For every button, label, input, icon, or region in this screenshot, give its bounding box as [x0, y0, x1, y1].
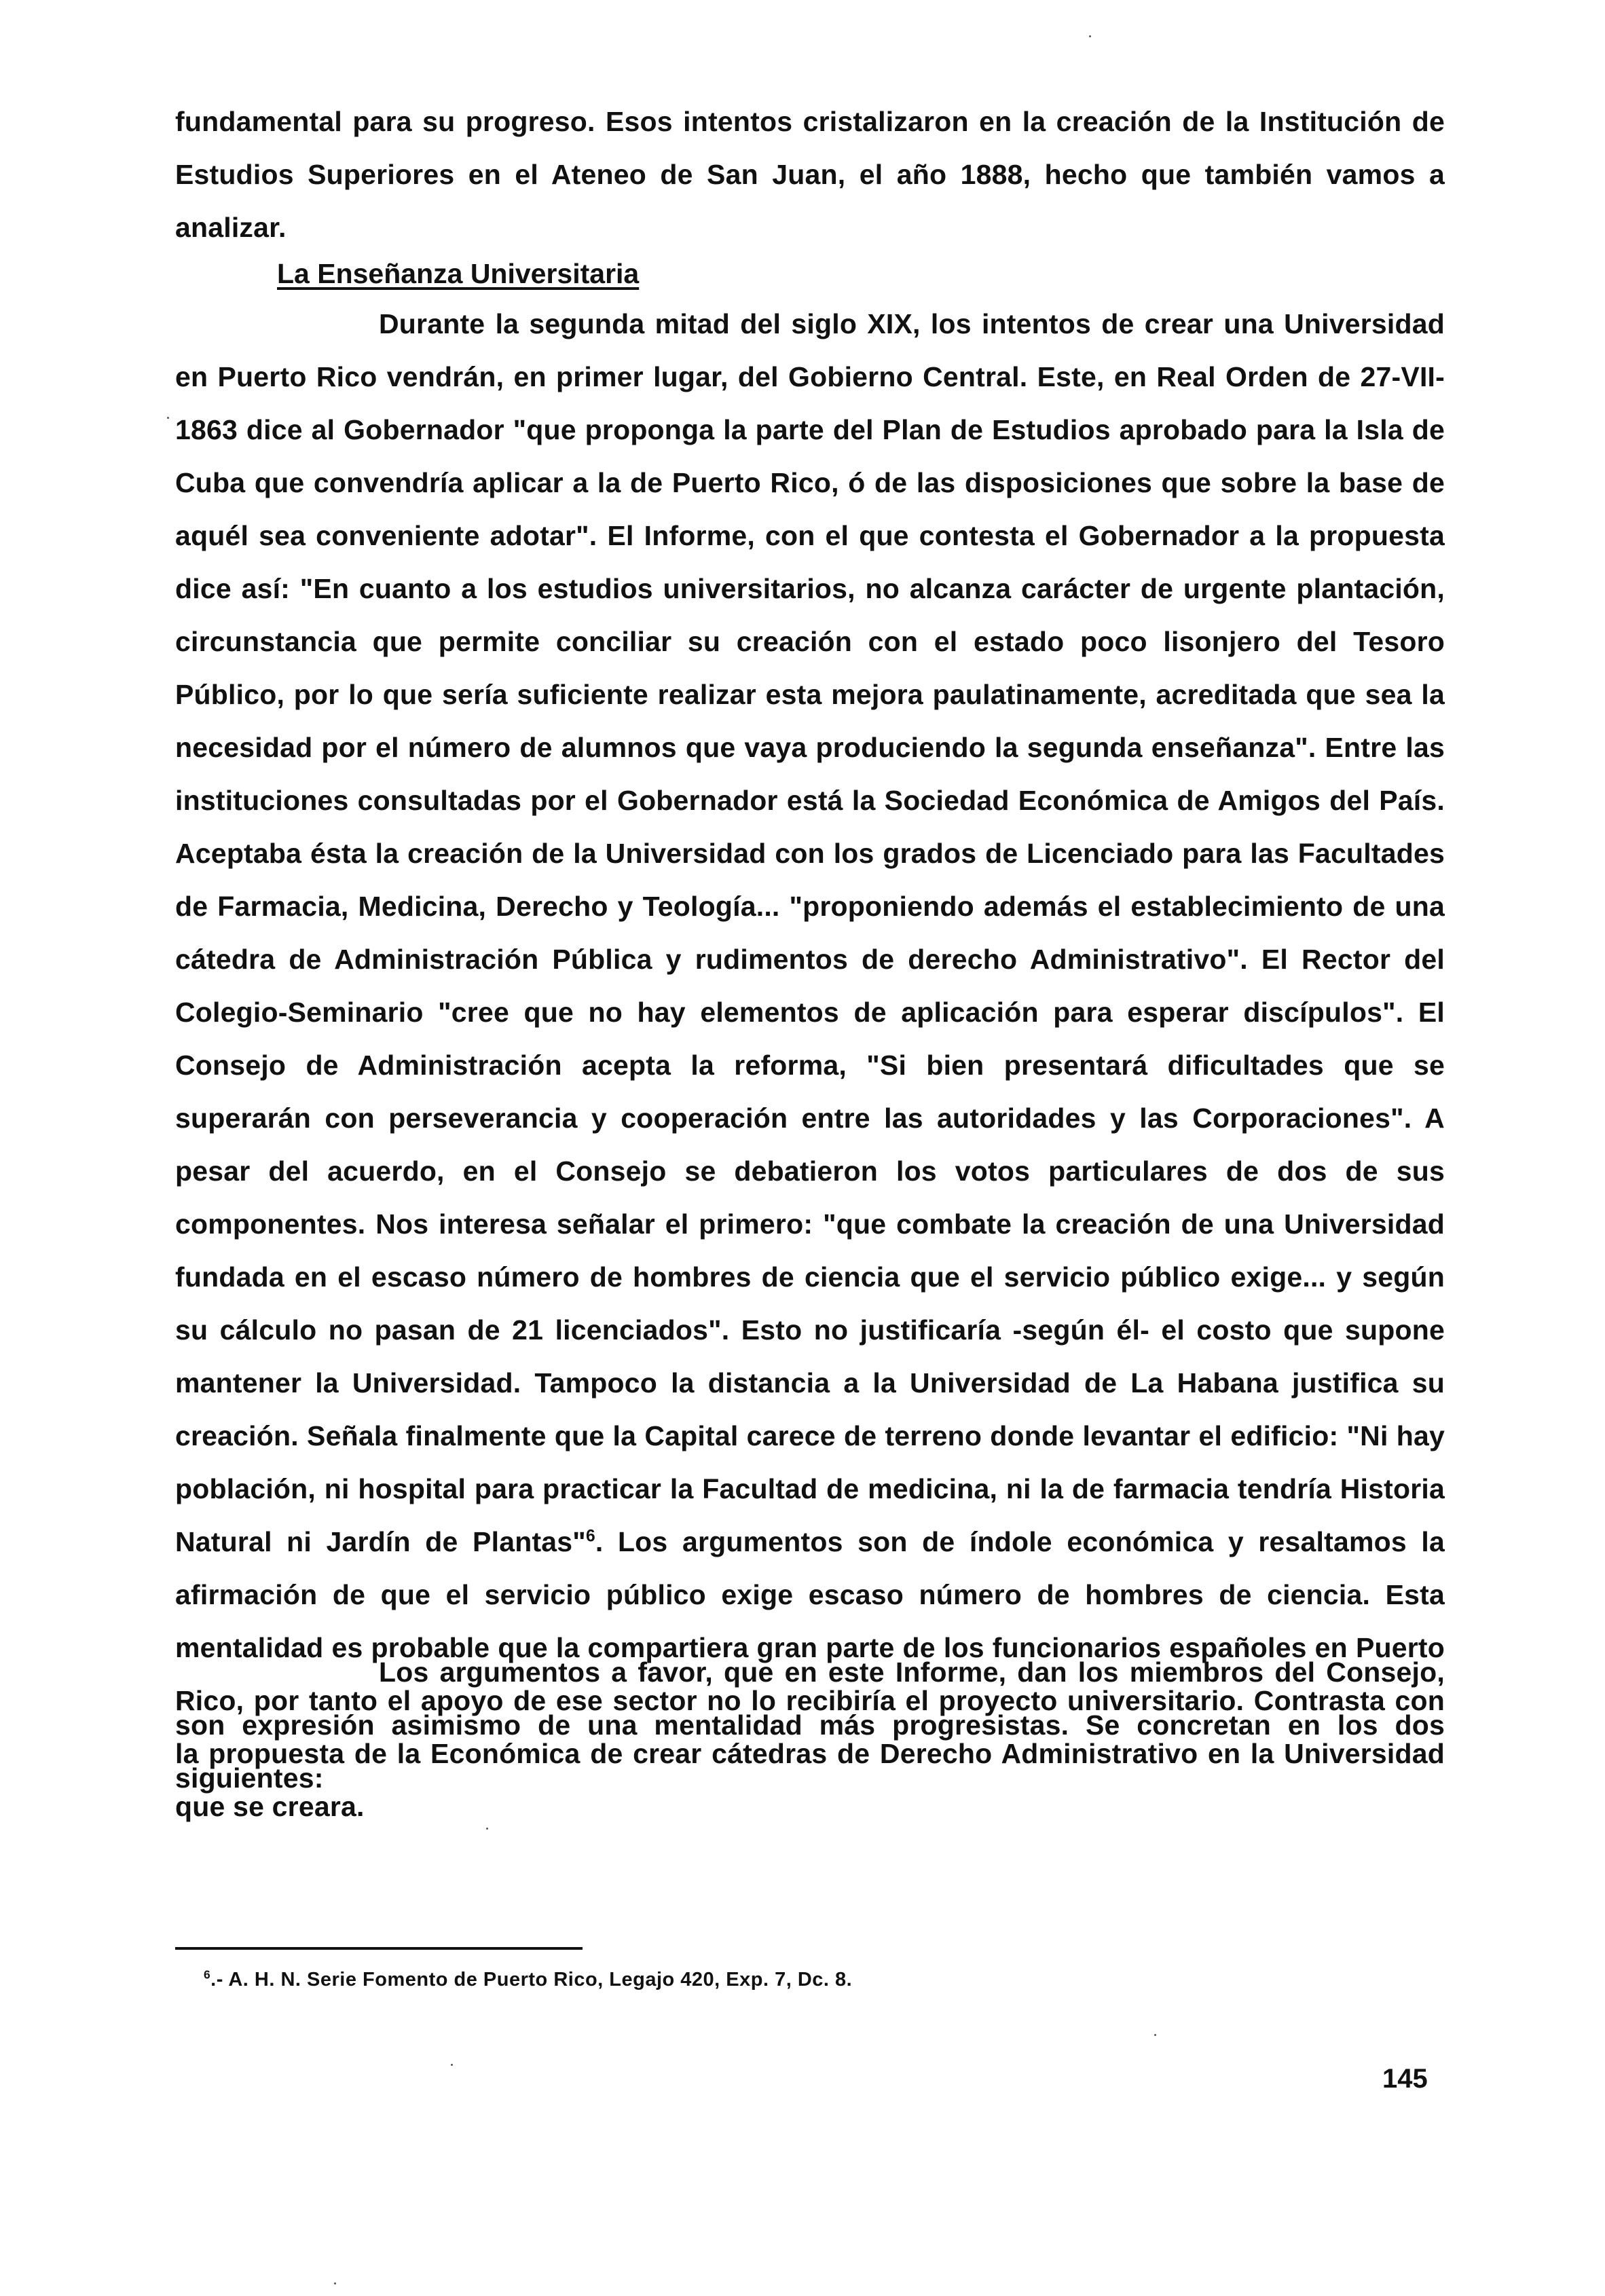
scan-speck [167, 417, 169, 419]
paragraph-text-part-2: . Los argumentos son de índole económica y resaltamos la afirmación de que el servicio público exige escaso número de hombres de ciencia. Esta mentalidad es probable que la compartiera gran parte de los funcionarios españoles en Puerto Rico, por tanto el apoyo de ese sector no lo recibiría el proyecto universitario. Contrasta con la propuesta de la Económica de crear cátedras de Derecho Administrativo en la Universidad que se creara. [175, 1526, 1445, 1822]
footnote-text: .- A. H. N. Serie Fomento de Puerto Rico, Legajo 420, Exp. 7, Dc. 8. [210, 1969, 853, 1991]
paragraph-argumentos: Los argumentos a favor, que en este Informe, dan los miembros del Consejo, son expresión asimismo de una mentalidad más progresistas. Se concretan en los dos siguientes: [175, 1656, 1445, 1794]
page-number: 145 [1382, 2064, 1428, 2094]
paragraph-text-part-1: Durante la segunda mitad del siglo XIX, los intentos de crear una Universidad en Puerto Rico vendrán, en primer lugar, del Gobierno Central. Este, en Real Orden de 27-VII-1863 dice al Gobernador "que proponga la parte del Plan de Estudios aprobado para la Isla de Cuba que convendría aplicar a la de Puerto Rico, ó de las disposiciones que sobre la base de aquél sea conveniente adotar". El Informe, con el que contesta el Gobernador a la propuesta dice así: "En cuanto a los estudios universitarios, no alcanza carácter de urgente plantación, circunstancia que permite conciliar su creación con el estado poco lisonjero del Tesoro Público, por lo que sería suficiente realizar esta mejora paulatinamente, acreditada que sea la necesidad por el número de alumnos que vaya produciendo la segunda enseñanza". Entre las instituciones consultadas por el Gobernador está la Sociedad Económica de Amigos del País. Aceptaba ésta la creación de la Universidad con los grados de Licenciado para las Facultades de Farmacia, Medicina, Derecho y Teología... "proponiendo además el establecimiento de una cátedra de Administración Pública y rudimentos de derecho Administrativo". El Rector del Colegio-Seminario "cree que no hay elementos de aplicación para esperar discípulos". El Consejo de Administración acepta la reforma, "Si bien presentará dificultades que se superarán con perseverancia y cooperación entre las autoridades y las Corporaciones". A pesar del acuerdo, en el Consejo se debatieron los votos particulares de dos de sus componentes. Nos interesa señalar el primero: "que combate la creación de una Universidad fundada en el escaso número de hombres de ciencia que el servicio público exige... y según su cálculo no pasan de 21 licenciados". Esto no justificaría -según él- el costo que supone mantener la Universidad. Tampoco la distancia a la Universidad de La Habana justifica su creación. Señala finalmente que la Capital carece de terreno donde levantar el edificio: "Ni hay población, ni hospital para practicar la Facultad de medicina, ni la de farmacia tendría Historia Natural ni Jardín de Plantas" [175, 308, 1445, 1557]
footnote-marker: 6 [204, 1967, 211, 1982]
footnote [204, 1969, 852, 1991]
paragraph-ensenanza-universitaria [175, 297, 1445, 1833]
paragraph-continuation: fundamental para su progreso. Esos intentos cristalizaron en la creación de la Institución de Estudios Superiores en el Ateneo de San Juan, el año 1888, hecho que también vamos a analizar. [175, 106, 1445, 243]
section-heading: La Enseñanza Universitaria [277, 258, 640, 289]
footnote-reference: 6 [585, 1527, 595, 1546]
footnote-separator [175, 1947, 583, 1950]
scan-speck [486, 1828, 488, 1830]
scan-speck [1089, 35, 1091, 37]
scan-speck [1154, 2034, 1156, 2036]
scan-speck [451, 2064, 453, 2066]
scan-speck [334, 2282, 336, 2284]
